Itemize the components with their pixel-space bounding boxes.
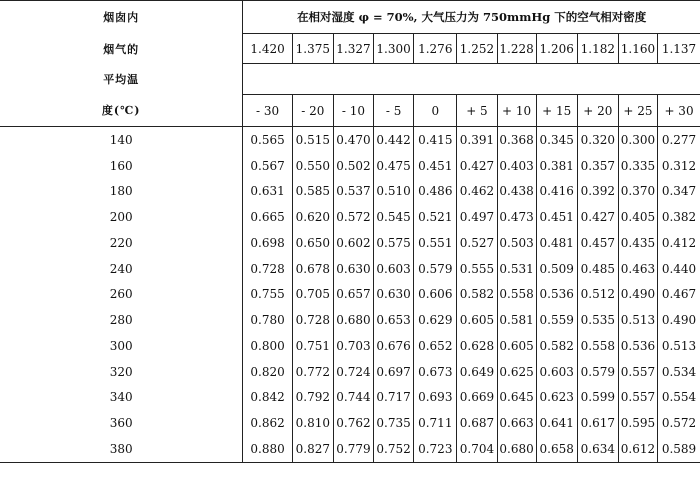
density-value-cell: 0.427: [577, 204, 618, 230]
density-value-cell: 0.665: [243, 204, 292, 230]
flue-temp-cell: 240: [0, 256, 243, 282]
density-value-cell: 0.842: [243, 385, 292, 411]
density-value-cell: 0.405: [618, 204, 657, 230]
density-value-cell: 0.617: [577, 410, 618, 436]
density-value-cell: 0.780: [243, 307, 292, 333]
density-value-cell: 0.676: [374, 333, 414, 359]
density-value-cell: 0.370: [618, 179, 657, 205]
density-value-cell: 0.510: [374, 179, 414, 205]
density-value-cell: 0.703: [333, 333, 373, 359]
density-value-cell: 0.513: [658, 333, 700, 359]
density-value-cell: 0.755: [243, 282, 292, 308]
density-value-cell: 0.558: [577, 333, 618, 359]
density-header-cell: 1.327: [333, 34, 373, 64]
air-temp-header-cell: 0: [414, 95, 457, 127]
density-value-cell: 0.475: [374, 153, 414, 179]
density-value-cell: 0.634: [577, 436, 618, 462]
density-header-cell: 1.206: [536, 34, 577, 64]
density-value-cell: 0.650: [292, 230, 333, 256]
flue-temp-cell: 180: [0, 179, 243, 205]
stub-header-line-4: 度(℃): [0, 95, 243, 127]
density-value-cell: 0.653: [374, 307, 414, 333]
density-value-cell: 0.652: [414, 333, 457, 359]
flue-temp-cell: 300: [0, 333, 243, 359]
density-value-cell: 0.752: [374, 436, 414, 462]
density-value-cell: 0.751: [292, 333, 333, 359]
air-temp-header-cell: - 30: [243, 95, 292, 127]
density-value-cell: 0.382: [658, 204, 700, 230]
density-value-cell: 0.357: [577, 153, 618, 179]
stub-header-line-3: 平均温: [0, 64, 243, 95]
table-row: [0, 307, 700, 333]
air-temp-header-cell: + 10: [497, 95, 536, 127]
density-value-cell: 0.527: [457, 230, 497, 256]
density-value-cell: 0.392: [577, 179, 618, 205]
density-value-cell: 0.599: [577, 385, 618, 411]
air-temp-header-cell: + 15: [536, 95, 577, 127]
air-temp-header-cell: + 25: [618, 95, 657, 127]
density-value-cell: 0.572: [333, 204, 373, 230]
density-value-cell: 0.512: [577, 282, 618, 308]
density-value-cell: 0.724: [333, 359, 373, 385]
density-value-cell: 0.481: [536, 230, 577, 256]
density-value-cell: 0.620: [292, 204, 333, 230]
density-value-cell: 0.558: [497, 282, 536, 308]
density-value-cell: 0.521: [414, 204, 457, 230]
density-value-cell: 0.641: [536, 410, 577, 436]
density-value-cell: 0.536: [618, 333, 657, 359]
table-row: [0, 153, 700, 179]
density-value-cell: 0.595: [618, 410, 657, 436]
density-value-cell: 0.582: [536, 333, 577, 359]
density-value-cell: 0.462: [457, 179, 497, 205]
density-value-cell: 0.381: [536, 153, 577, 179]
density-value-cell: 0.792: [292, 385, 333, 411]
density-value-cell: 0.723: [414, 436, 457, 462]
density-value-cell: 0.312: [658, 153, 700, 179]
flue-temp-cell: 160: [0, 153, 243, 179]
flue-temp-cell: 320: [0, 359, 243, 385]
density-value-cell: 0.300: [618, 127, 657, 153]
density-value-cell: 0.440: [658, 256, 700, 282]
table-row: [0, 410, 700, 436]
density-value-cell: 0.473: [497, 204, 536, 230]
density-value-cell: 0.368: [497, 127, 536, 153]
table-row: [0, 385, 700, 411]
density-value-cell: 0.603: [536, 359, 577, 385]
density-value-cell: 0.485: [577, 256, 618, 282]
density-value-cell: 0.575: [374, 230, 414, 256]
density-value-cell: 0.673: [414, 359, 457, 385]
density-value-cell: 0.612: [618, 436, 657, 462]
density-value-cell: 0.567: [243, 153, 292, 179]
density-header-cell: 1.420: [243, 34, 292, 64]
density-value-cell: 0.565: [243, 127, 292, 153]
flue-temp-cell: 220: [0, 230, 243, 256]
stub-header-line-1: 烟囱内: [0, 1, 243, 34]
density-value-cell: 0.554: [658, 385, 700, 411]
density-value-cell: 0.762: [333, 410, 373, 436]
flue-temp-cell: 380: [0, 436, 243, 462]
density-value-cell: 0.531: [497, 256, 536, 282]
density-value-cell: 0.347: [658, 179, 700, 205]
density-value-cell: 0.827: [292, 436, 333, 462]
density-value-cell: 0.680: [333, 307, 373, 333]
density-value-cell: 0.536: [536, 282, 577, 308]
density-value-cell: 0.535: [577, 307, 618, 333]
header-spacer: [243, 64, 700, 95]
density-value-cell: 0.412: [658, 230, 700, 256]
flue-temp-cell: 140: [0, 127, 243, 153]
density-header-cell: 1.252: [457, 34, 497, 64]
density-value-cell: 0.625: [497, 359, 536, 385]
air-temp-header-cell: - 5: [374, 95, 414, 127]
density-value-cell: 0.572: [658, 410, 700, 436]
density-value-cell: 0.735: [374, 410, 414, 436]
density-value-cell: 0.581: [497, 307, 536, 333]
air-temp-header-cell: - 20: [292, 95, 333, 127]
density-value-cell: 0.320: [577, 127, 618, 153]
density-value-cell: 0.559: [536, 307, 577, 333]
density-value-cell: 0.451: [536, 204, 577, 230]
density-value-cell: 0.551: [414, 230, 457, 256]
density-value-cell: 0.415: [414, 127, 457, 153]
table-row: [0, 256, 700, 282]
density-value-cell: 0.442: [374, 127, 414, 153]
density-value-cell: 0.605: [497, 333, 536, 359]
air-temp-header-cell: + 20: [577, 95, 618, 127]
density-value-cell: 0.585: [292, 179, 333, 205]
density-value-cell: 0.555: [457, 256, 497, 282]
density-value-cell: 0.490: [658, 307, 700, 333]
density-value-cell: 0.744: [333, 385, 373, 411]
density-header-cell: 1.276: [414, 34, 457, 64]
density-value-cell: 0.457: [577, 230, 618, 256]
density-value-cell: 0.657: [333, 282, 373, 308]
density-value-cell: 0.649: [457, 359, 497, 385]
density-value-cell: 0.589: [658, 436, 700, 462]
density-value-cell: 0.509: [536, 256, 577, 282]
density-value-cell: 0.810: [292, 410, 333, 436]
density-value-cell: 0.502: [333, 153, 373, 179]
density-value-cell: 0.451: [414, 153, 457, 179]
density-value-cell: 0.490: [618, 282, 657, 308]
density-header-cell: 1.375: [292, 34, 333, 64]
density-value-cell: 0.698: [243, 230, 292, 256]
table-row: [0, 359, 700, 385]
flue-temp-cell: 260: [0, 282, 243, 308]
density-value-cell: 0.603: [374, 256, 414, 282]
stub-header-line-2: 烟气的: [0, 34, 243, 64]
density-value-cell: 0.630: [374, 282, 414, 308]
density-header-cell: 1.228: [497, 34, 536, 64]
density-value-cell: 0.345: [536, 127, 577, 153]
density-value-cell: 0.582: [457, 282, 497, 308]
air-temp-header-cell: + 5: [457, 95, 497, 127]
density-value-cell: 0.335: [618, 153, 657, 179]
density-value-cell: 0.631: [243, 179, 292, 205]
density-value-cell: 0.717: [374, 385, 414, 411]
density-value-cell: 0.630: [333, 256, 373, 282]
density-value-cell: 0.470: [333, 127, 373, 153]
table-row: [0, 127, 700, 153]
density-value-cell: 0.772: [292, 359, 333, 385]
table-row: [0, 204, 700, 230]
density-value-cell: 0.416: [536, 179, 577, 205]
density-value-cell: 0.579: [414, 256, 457, 282]
density-value-cell: 0.697: [374, 359, 414, 385]
density-value-cell: 0.486: [414, 179, 457, 205]
density-value-cell: 0.728: [292, 307, 333, 333]
air-temp-header-cell: + 30: [658, 95, 700, 127]
density-value-cell: 0.605: [457, 307, 497, 333]
density-header-cell: 1.182: [577, 34, 618, 64]
density-value-cell: 0.503: [497, 230, 536, 256]
density-value-cell: 0.497: [457, 204, 497, 230]
table-row: [0, 333, 700, 359]
density-value-cell: 0.862: [243, 410, 292, 436]
density-value-cell: 0.779: [333, 436, 373, 462]
density-value-cell: 0.628: [457, 333, 497, 359]
density-value-cell: 0.427: [457, 153, 497, 179]
density-value-cell: 0.438: [497, 179, 536, 205]
density-value-cell: 0.693: [414, 385, 457, 411]
density-value-cell: 0.467: [658, 282, 700, 308]
density-value-cell: 0.606: [414, 282, 457, 308]
density-header-cell: 1.137: [658, 34, 700, 64]
density-value-cell: 0.534: [658, 359, 700, 385]
flue-temp-cell: 280: [0, 307, 243, 333]
flue-temp-cell: 200: [0, 204, 243, 230]
density-value-cell: 0.557: [618, 385, 657, 411]
density-value-cell: 0.687: [457, 410, 497, 436]
density-value-cell: 0.277: [658, 127, 700, 153]
table-row: [0, 179, 700, 205]
density-value-cell: 0.550: [292, 153, 333, 179]
air-temp-header-cell: - 10: [333, 95, 373, 127]
density-value-cell: 0.537: [333, 179, 373, 205]
density-value-cell: 0.705: [292, 282, 333, 308]
density-value-cell: 0.669: [457, 385, 497, 411]
density-value-cell: 0.391: [457, 127, 497, 153]
density-value-cell: 0.623: [536, 385, 577, 411]
density-value-cell: 0.800: [243, 333, 292, 359]
density-value-cell: 0.678: [292, 256, 333, 282]
density-header-cell: 1.300: [374, 34, 414, 64]
density-value-cell: 0.663: [497, 410, 536, 436]
density-value-cell: 0.880: [243, 436, 292, 462]
table-row: [0, 436, 700, 462]
flue-temp-cell: 360: [0, 410, 243, 436]
flue-temp-cell: 340: [0, 385, 243, 411]
density-value-cell: 0.820: [243, 359, 292, 385]
density-header-cell: 1.160: [618, 34, 657, 64]
density-value-cell: 0.435: [618, 230, 657, 256]
density-value-cell: 0.645: [497, 385, 536, 411]
density-value-cell: 0.658: [536, 436, 577, 462]
density-value-cell: 0.579: [577, 359, 618, 385]
density-value-cell: 0.711: [414, 410, 457, 436]
density-value-cell: 0.704: [457, 436, 497, 462]
density-value-cell: 0.728: [243, 256, 292, 282]
density-value-cell: 0.680: [497, 436, 536, 462]
density-value-cell: 0.629: [414, 307, 457, 333]
table-row: [0, 230, 700, 256]
density-value-cell: 0.602: [333, 230, 373, 256]
density-value-cell: 0.515: [292, 127, 333, 153]
table-row: [0, 282, 700, 308]
density-value-cell: 0.403: [497, 153, 536, 179]
density-value-cell: 0.513: [618, 307, 657, 333]
density-value-cell: 0.557: [618, 359, 657, 385]
table-title: 在相对湿度 φ = 70%, 大气压力为 750mmHg 下的空气相对密度: [243, 1, 700, 34]
density-value-cell: 0.463: [618, 256, 657, 282]
density-value-cell: 0.545: [374, 204, 414, 230]
